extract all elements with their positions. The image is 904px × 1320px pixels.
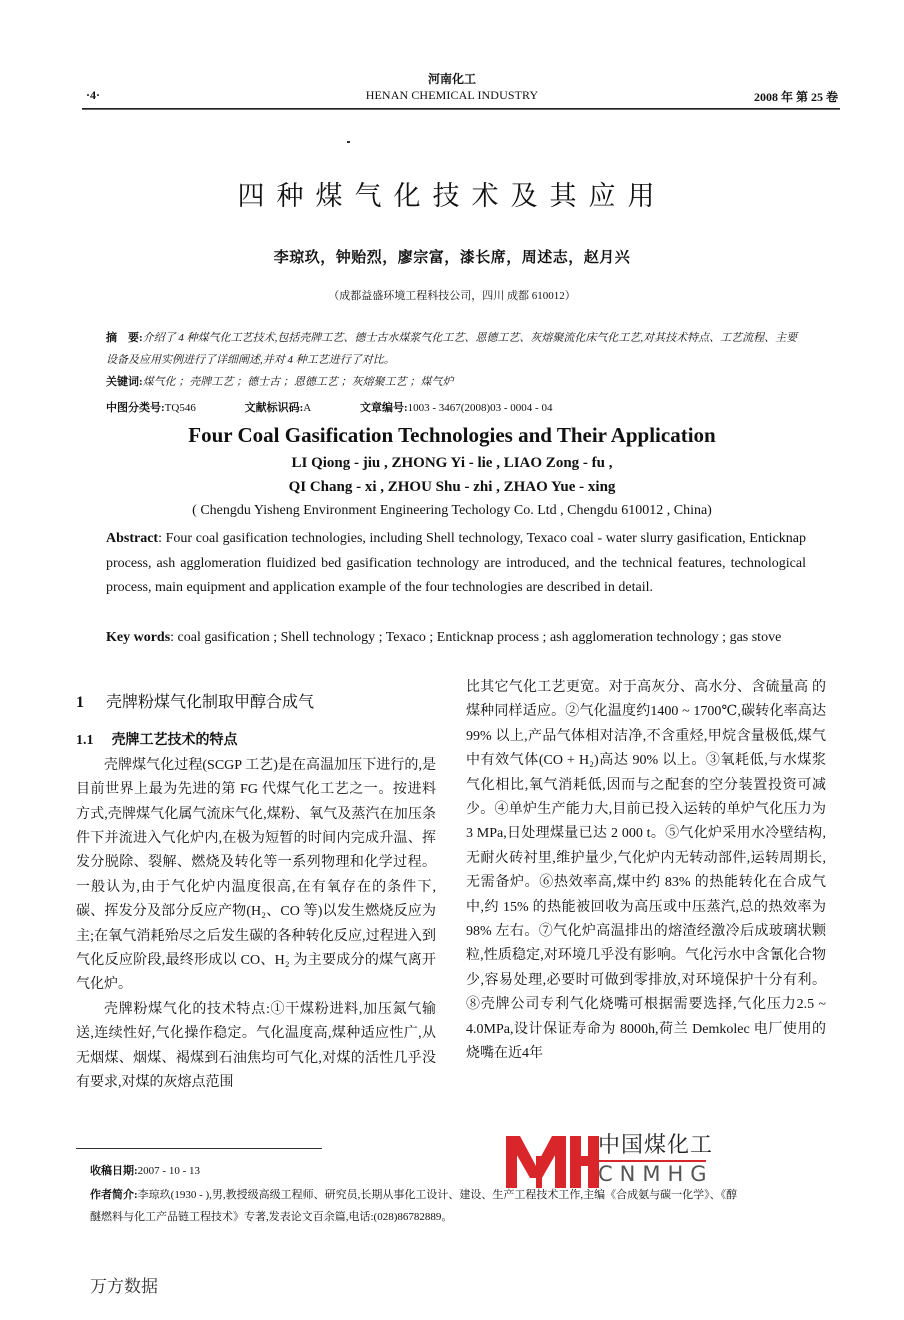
authors-cn: 李琼玖，钟贻烈，廖宗富，漆长席，周述志，赵月兴	[273, 250, 631, 266]
running-header-year-volume: 2008 年 第 25 卷	[753, 90, 838, 104]
classification-line	[106, 399, 552, 415]
subsection-title: 壳牌工艺技术的特点	[111, 732, 238, 749]
logo-text-cn: 中国煤化工	[598, 1133, 714, 1158]
article-number-label: 文章编号:	[359, 402, 408, 414]
logo-m-center-stroke	[536, 1156, 542, 1188]
running-header-journal-en: HENAN CHEMICAL INDUSTRY	[365, 88, 539, 102]
author-bio-label: 作者简介:	[90, 1189, 138, 1201]
authors-en-line1: LI Qiong - jiu , ZHONG Yi - lie , LIAO Zong - fu ,	[291, 455, 613, 471]
keywords-en	[106, 626, 806, 651]
keywords-en-text: : coal gasification ; Shell technology ; Texaco ; Enticknap process ; ash agglomeration technology ; gas stove	[170, 630, 782, 645]
affiliation-en: ( Chengdu Yisheng Environment Engineering Techology Co. Ltd , Chengdu 610012 , China)	[192, 503, 712, 518]
section-number: 1	[76, 694, 84, 711]
scan-speck	[347, 141, 350, 143]
paper-title-cn: 四种煤气化技术及其应用	[237, 181, 667, 212]
abstract-cn	[106, 327, 806, 393]
received-value: 2007 - 10 - 13	[137, 1165, 200, 1177]
received-label: 收稿日期:	[90, 1165, 138, 1177]
abstract-cn-text: 介绍了 4 种煤气化工艺技术,包括壳牌工艺、德士古水煤浆气化工艺、恩德工艺、灰熔聚流化床气化工艺,对其技术特点、工艺流程、主要设备及应用实例进行了详细阐述,并对 4 种工艺进行了对比。	[106, 332, 798, 366]
source-watermark: 万方数据	[90, 1277, 158, 1297]
authors-en-line2: QI Chang - xi , ZHOU Shu - zhi , ZHAO Yue - xing	[288, 479, 616, 495]
section-title: 壳牌粉煤气化制取甲醇合成气	[106, 692, 315, 711]
keywords-en-label: Key words	[106, 630, 171, 645]
keywords-cn-label: 关键词:	[106, 376, 143, 388]
doc-code-value: A	[303, 402, 312, 414]
abstract-en-label: Abstract	[106, 531, 159, 546]
clc-value: TQ546	[164, 402, 196, 414]
body-paragraph-2: 壳牌粉煤气化的技术特点:①干煤粉进料,加压氮气输送,连续性好,气化操作稳定。气化温度高,煤种适应性广,从无烟煤、烟煤、褐煤到石油焦均可气化,对煤的活性几乎没有要求,对煤的灰熔点范围	[76, 1001, 436, 1091]
logo-text-en: CNMHG	[598, 1162, 714, 1186]
doc-code-label: 文献标识码:	[244, 402, 304, 414]
abstract-en	[106, 527, 806, 601]
footnote-author-bio-line2: 醚燃料与化工产品链工程技术》专著,发表论文百余篇,电话:(028)86782889。	[90, 1211, 453, 1223]
author-bio-line1: 李琼玖(1930 - ),男,教授级高级工程师、研究员,长期从事化工设计、建设、生产工程技术工作,主编《合成氨与碳一化学》、《醇	[137, 1189, 738, 1201]
body-column-right	[466, 676, 826, 1067]
header-rule	[82, 108, 840, 110]
running-header-journal-cn: 河南化工	[427, 72, 476, 86]
page-number: ·4·	[86, 88, 101, 102]
subsection-heading-1-1	[76, 728, 436, 753]
article-number-value: 1003 - 3467(2008)03 - 0004 - 04	[407, 402, 553, 414]
body-column-left	[76, 690, 436, 1096]
clc-label: 中图分类号:	[106, 402, 165, 414]
body-paragraph-1: 壳牌煤气化过程(SCGP 工艺)是在高温加压下进行的,是目前世界上最为先进的第 FG 代煤气化工艺之一。按进料方式,壳牌煤气化属气流床气化,煤粉、氧气及蒸汽在加压条件下并流进入气化炉内,在极为短暂的时间内完成升温、挥发分脱除、裂解、燃烧及转化等一系列物理和化学过程。一般认为,由于气化炉内温度很高,在有氧存在的条件下,碳、挥发分及部分反应产物(H₂、CO 等)以发生燃烧反应为主;在氧气消耗殆尽之后发生碳的各种转化反应,过程进入到气化反应阶段,最终形成以 CO、H₂ 为主要成分的煤气离开气化炉。	[76, 757, 436, 993]
body-paragraph-2-continued: 比其它气化工艺更宽。对于高灰分、高水分、含硫量高 的煤种同样适应。②气化温度约1400 ~ 1700℃,碳转化率高达 99% 以上,产品气体相对洁净,不含重烃,甲烷含量极低,煤气中有效气体(CO + H₂)高达 90% 以上。③氧耗低,与水煤浆气化相比,氧气消耗低,因而与之配套的空分装置投资可减少。④单炉生产能力大,目前已投入运转的单炉气化压力为 3 MPa,日处理煤量已达 2 000 t。⑤气化炉采用水冷壁结构,无耐火砖衬里,维护量少,气化炉内无转动部件,运转周期长,无需备炉。⑥热效率高,煤中约 83% 的热能转化在合成气中,约 15% 的热能被回收为高压或中压蒸汽,总的热效率为 98% 左右。⑦气化炉高温排出的熔渣经激冷后成玻璃状颗粒,性质稳定,对环境几乎没有影响。气化污水中含氰化合物少,容易处理,必要时可做到零排放,对环境保护十分有利。⑧壳牌公司专利气化烧嘴可根据需要选择,气化压力2.5 ~ 4.0MPa,设计保证寿命为 8000h,荷兰 Demkolec 电厂使用的烧嘴在近4年	[466, 680, 826, 1062]
subsection-number: 1.1	[76, 733, 94, 749]
keywords-cn-text: 煤气化 ；壳牌工艺 ；德士古 ；恩德工艺 ；灰熔聚工艺 ；煤气炉	[142, 376, 454, 388]
logo-m-right-stroke	[555, 1136, 566, 1188]
footnote-received-date	[90, 1160, 200, 1182]
footnote-rule	[76, 1148, 322, 1149]
abstract-en-text: : Four coal gasification technologies, including Shell technology, Texaco coal - water slurry gasification, Enticknap process, ash agglomeration fluidized bed gasification technology are introduced, and the technical features, technological process, main equipment and application example of the four technologies are described in detail.	[106, 531, 806, 595]
abstract-cn-label: 摘 要:	[106, 332, 143, 344]
paper-title-en: Four Coal Gasification Technologies and Their Application	[188, 423, 716, 447]
affiliation-cn: （成都益盛环境工程科技公司，四川 成都 610012）	[328, 290, 576, 302]
section-heading-1	[76, 690, 436, 715]
